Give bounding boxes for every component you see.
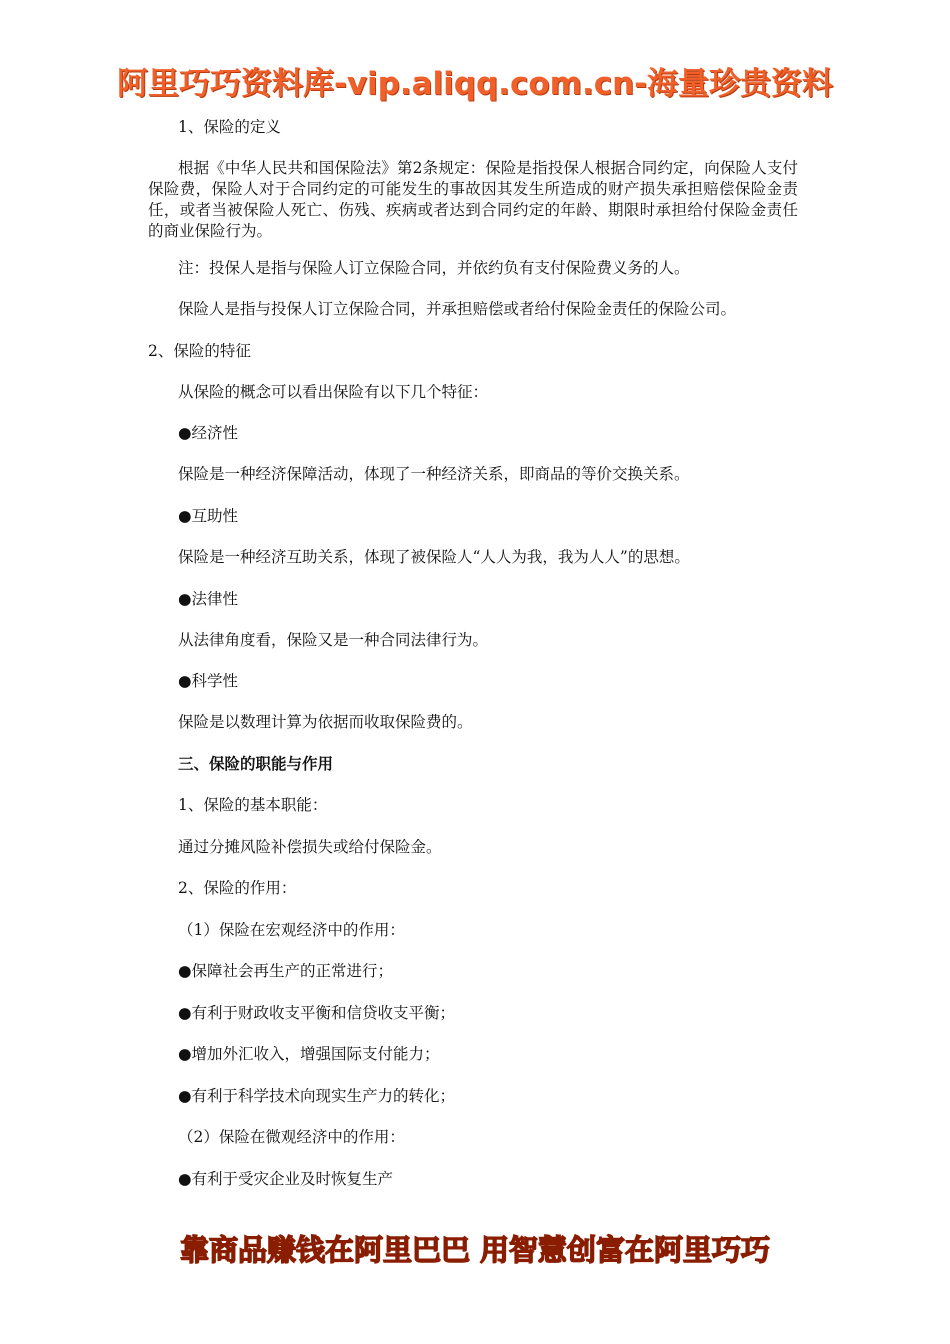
note-policyholder: 注：投保人是指与保险人订立保险合同，并依约负有支付保险费义务的人。: [178, 259, 690, 277]
footer-banner: 靠商品赚钱在阿里巴巴 用智慧创富在阿里巧巧: [179, 1233, 771, 1267]
header-banner: 阿里巧巧资料库-vip.aliqq.com.cn-海量珍贵资料: [116, 66, 834, 102]
basic-function-text: 通过分摊风险补偿损失或给付保险金。: [178, 838, 442, 856]
macro-role-title: （1）保险在宏观经济中的作用：: [178, 921, 405, 939]
feature-legal-title: ●法律性: [178, 590, 239, 608]
note-insurer: 保险人是指与投保人订立保险合同，并承担赔偿或者给付保险金责任的保险公司。: [178, 300, 737, 318]
micro-item: ●有利于受灾企业及时恢复生产: [178, 1170, 394, 1188]
feature-economic-text: 保险是一种经济保障活动，体现了一种经济关系，即商品的等价交换关系。: [178, 465, 690, 483]
role-title: 2、保险的作用：: [178, 879, 297, 897]
basic-function-title: 1、保险的基本职能：: [178, 796, 328, 814]
macro-item: ●保障社会再生产的正常进行；: [178, 962, 394, 980]
feature-economic-title: ●经济性: [178, 424, 239, 442]
section-1-paragraph: 根据《中华人民共和国保险法》第2条规定：保险是指投保人根据合同约定，向保险人支付保险费，保险人对于合同约定的可能发生的事故因其发生所造成的财产损失承担赔偿保险金责任，或者当被保险人死亡、伤残、疾病或者达到合同约定的年龄、期限时承担给付保险金责任的商业保险行为。: [148, 159, 798, 240]
feature-mutual-text: 保险是一种经济互助关系，体现了被保险人“人人为我，我为人人”的思想。: [178, 548, 690, 566]
section-1-title: 1、保险的定义: [178, 118, 281, 136]
macro-item: ●增加外汇收入，增强国际支付能力；: [178, 1045, 440, 1063]
section-2-title: 2、保险的特征: [148, 342, 251, 360]
micro-role-title: （2）保险在微观经济中的作用：: [178, 1128, 405, 1146]
feature-mutual-title: ●互助性: [178, 507, 239, 525]
feature-scientific-title: ●科学性: [178, 672, 239, 690]
section-3-title: 三、保险的职能与作用: [178, 755, 334, 773]
macro-item: ●有利于科学技术向现实生产力的转化；: [178, 1087, 456, 1105]
section-2-intro: 从保险的概念可以看出保险有以下几个特征：: [178, 383, 489, 401]
macro-item: ●有利于财政收支平衡和信贷收支平衡；: [178, 1004, 456, 1022]
feature-legal-text: 从法律角度看，保险又是一种合同法律行为。: [178, 631, 489, 649]
feature-scientific-text: 保险是以数理计算为依据而收取保险费的。: [178, 713, 473, 731]
